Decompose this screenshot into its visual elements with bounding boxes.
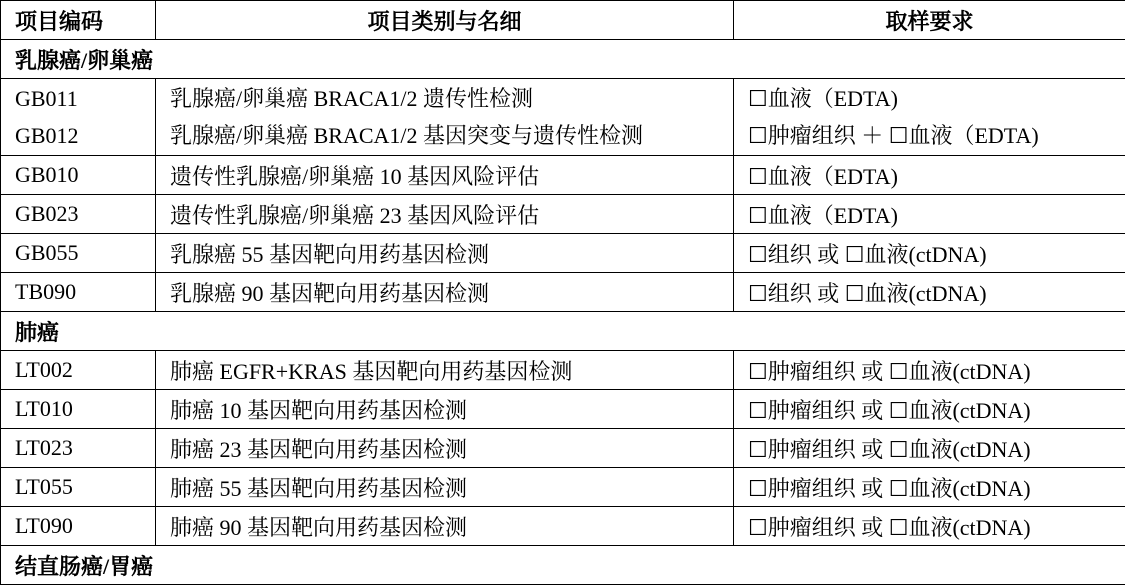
item-code: LT055 bbox=[15, 474, 155, 500]
item-code: LT010 bbox=[15, 396, 155, 422]
sample-requirement[interactable]: ☐组织 或 ☐血液(ctDNA) bbox=[748, 277, 1125, 308]
table-row bbox=[1, 195, 1125, 234]
item-name: 肺癌 90 基因靶向用药基因检测 bbox=[170, 511, 733, 542]
header-sample: 取样要求 bbox=[734, 1, 1125, 40]
item-code: GB011 bbox=[15, 80, 155, 117]
table-row bbox=[1, 468, 1125, 507]
item-code-cell bbox=[1, 429, 156, 468]
item-name: 遗传性乳腺癌/卵巢癌 23 基因风险评估 bbox=[170, 199, 733, 230]
sample-requirement-cell bbox=[734, 507, 1125, 546]
sample-requirement-cell bbox=[734, 468, 1125, 507]
item-code-cell bbox=[1, 273, 156, 312]
item-code-cell bbox=[1, 156, 156, 195]
item-code: GB010 bbox=[15, 162, 155, 188]
sample-requirement-cell bbox=[734, 234, 1125, 273]
table-row bbox=[1, 351, 1125, 390]
item-code-cell bbox=[1, 351, 156, 390]
table-body bbox=[1, 40, 1125, 585]
table-row bbox=[1, 429, 1125, 468]
sample-requirement-cell bbox=[734, 429, 1125, 468]
table-row bbox=[1, 156, 1125, 195]
header-name: 项目类别与名细 bbox=[156, 1, 734, 40]
item-name: 乳腺癌/卵巢癌 BRACA1/2 基因突变与遗传性检测 bbox=[170, 117, 733, 154]
item-code: TB090 bbox=[15, 279, 155, 305]
item-name-cell bbox=[156, 507, 734, 546]
item-code: LT090 bbox=[15, 513, 155, 539]
item-name: 遗传性乳腺癌/卵巢癌 10 基因风险评估 bbox=[170, 160, 733, 191]
item-name-cell bbox=[156, 390, 734, 429]
item-name-cell bbox=[156, 156, 734, 195]
item-name: 乳腺癌/卵巢癌 BRACA1/2 遗传性检测 bbox=[170, 80, 733, 117]
category-label: 乳腺癌/卵巢癌 bbox=[1, 40, 1125, 79]
table-row bbox=[1, 273, 1125, 312]
sample-requirement[interactable]: ☐肿瘤组织 ＋ ☐血液（EDTA) bbox=[748, 117, 1125, 154]
item-code-cell bbox=[1, 507, 156, 546]
header-row bbox=[1, 1, 1125, 40]
category-label: 肺癌 bbox=[1, 312, 1125, 351]
sample-requirement-cell bbox=[734, 195, 1125, 234]
category-row bbox=[1, 546, 1125, 585]
sample-requirement-cell bbox=[734, 273, 1125, 312]
item-name-cell bbox=[156, 468, 734, 507]
item-code: GB023 bbox=[15, 201, 155, 227]
item-name: 肺癌 EGFR+KRAS 基因靶向用药基因检测 bbox=[170, 355, 733, 386]
item-name-cell bbox=[156, 429, 734, 468]
sample-requirement[interactable]: ☐血液（EDTA) bbox=[748, 80, 1125, 117]
table-row bbox=[1, 79, 1125, 156]
sample-requirement[interactable]: ☐肿瘤组织 或 ☐血液(ctDNA) bbox=[748, 394, 1125, 425]
item-code-cell bbox=[1, 468, 156, 507]
item-code-cell bbox=[1, 234, 156, 273]
item-name: 肺癌 10 基因靶向用药基因检测 bbox=[170, 394, 733, 425]
sample-requirement-cell bbox=[734, 390, 1125, 429]
sample-requirement-cell bbox=[734, 79, 1125, 156]
sample-requirement[interactable]: ☐血液（EDTA) bbox=[748, 160, 1125, 191]
item-name-cell bbox=[156, 273, 734, 312]
sample-requirement-cell bbox=[734, 351, 1125, 390]
sample-requirement[interactable]: ☐血液（EDTA) bbox=[748, 199, 1125, 230]
item-code-cell bbox=[1, 195, 156, 234]
sample-requirement[interactable]: ☐组织 或 ☐血液(ctDNA) bbox=[748, 238, 1125, 269]
category-row bbox=[1, 312, 1125, 351]
item-name: 乳腺癌 55 基因靶向用药基因检测 bbox=[170, 238, 733, 269]
item-code: GB055 bbox=[15, 240, 155, 266]
item-name: 肺癌 55 基因靶向用药基因检测 bbox=[170, 472, 733, 503]
sample-requirement[interactable]: ☐肿瘤组织 或 ☐血液(ctDNA) bbox=[748, 355, 1125, 386]
sample-requirement[interactable]: ☐肿瘤组织 或 ☐血液(ctDNA) bbox=[748, 433, 1125, 464]
item-name: 乳腺癌 90 基因靶向用药基因检测 bbox=[170, 277, 733, 308]
item-name: 肺癌 23 基因靶向用药基因检测 bbox=[170, 433, 733, 464]
item-name-cell bbox=[156, 351, 734, 390]
item-code-cell bbox=[1, 79, 156, 156]
sample-requirement-cell bbox=[734, 156, 1125, 195]
item-name-cell bbox=[156, 79, 734, 156]
category-row bbox=[1, 40, 1125, 79]
item-code-cell bbox=[1, 390, 156, 429]
sample-requirement[interactable]: ☐肿瘤组织 或 ☐血液(ctDNA) bbox=[748, 472, 1125, 503]
item-name-cell bbox=[156, 195, 734, 234]
table-row bbox=[1, 507, 1125, 546]
item-code: LT002 bbox=[15, 357, 155, 383]
table-row bbox=[1, 234, 1125, 273]
sample-requirement[interactable]: ☐肿瘤组织 或 ☐血液(ctDNA) bbox=[748, 511, 1125, 542]
category-label: 结直肠癌/胃癌 bbox=[1, 546, 1125, 585]
header-code: 项目编码 bbox=[1, 1, 156, 40]
table-row bbox=[1, 390, 1125, 429]
item-code: GB012 bbox=[15, 117, 155, 154]
item-name-cell bbox=[156, 234, 734, 273]
item-code: LT023 bbox=[15, 435, 155, 461]
